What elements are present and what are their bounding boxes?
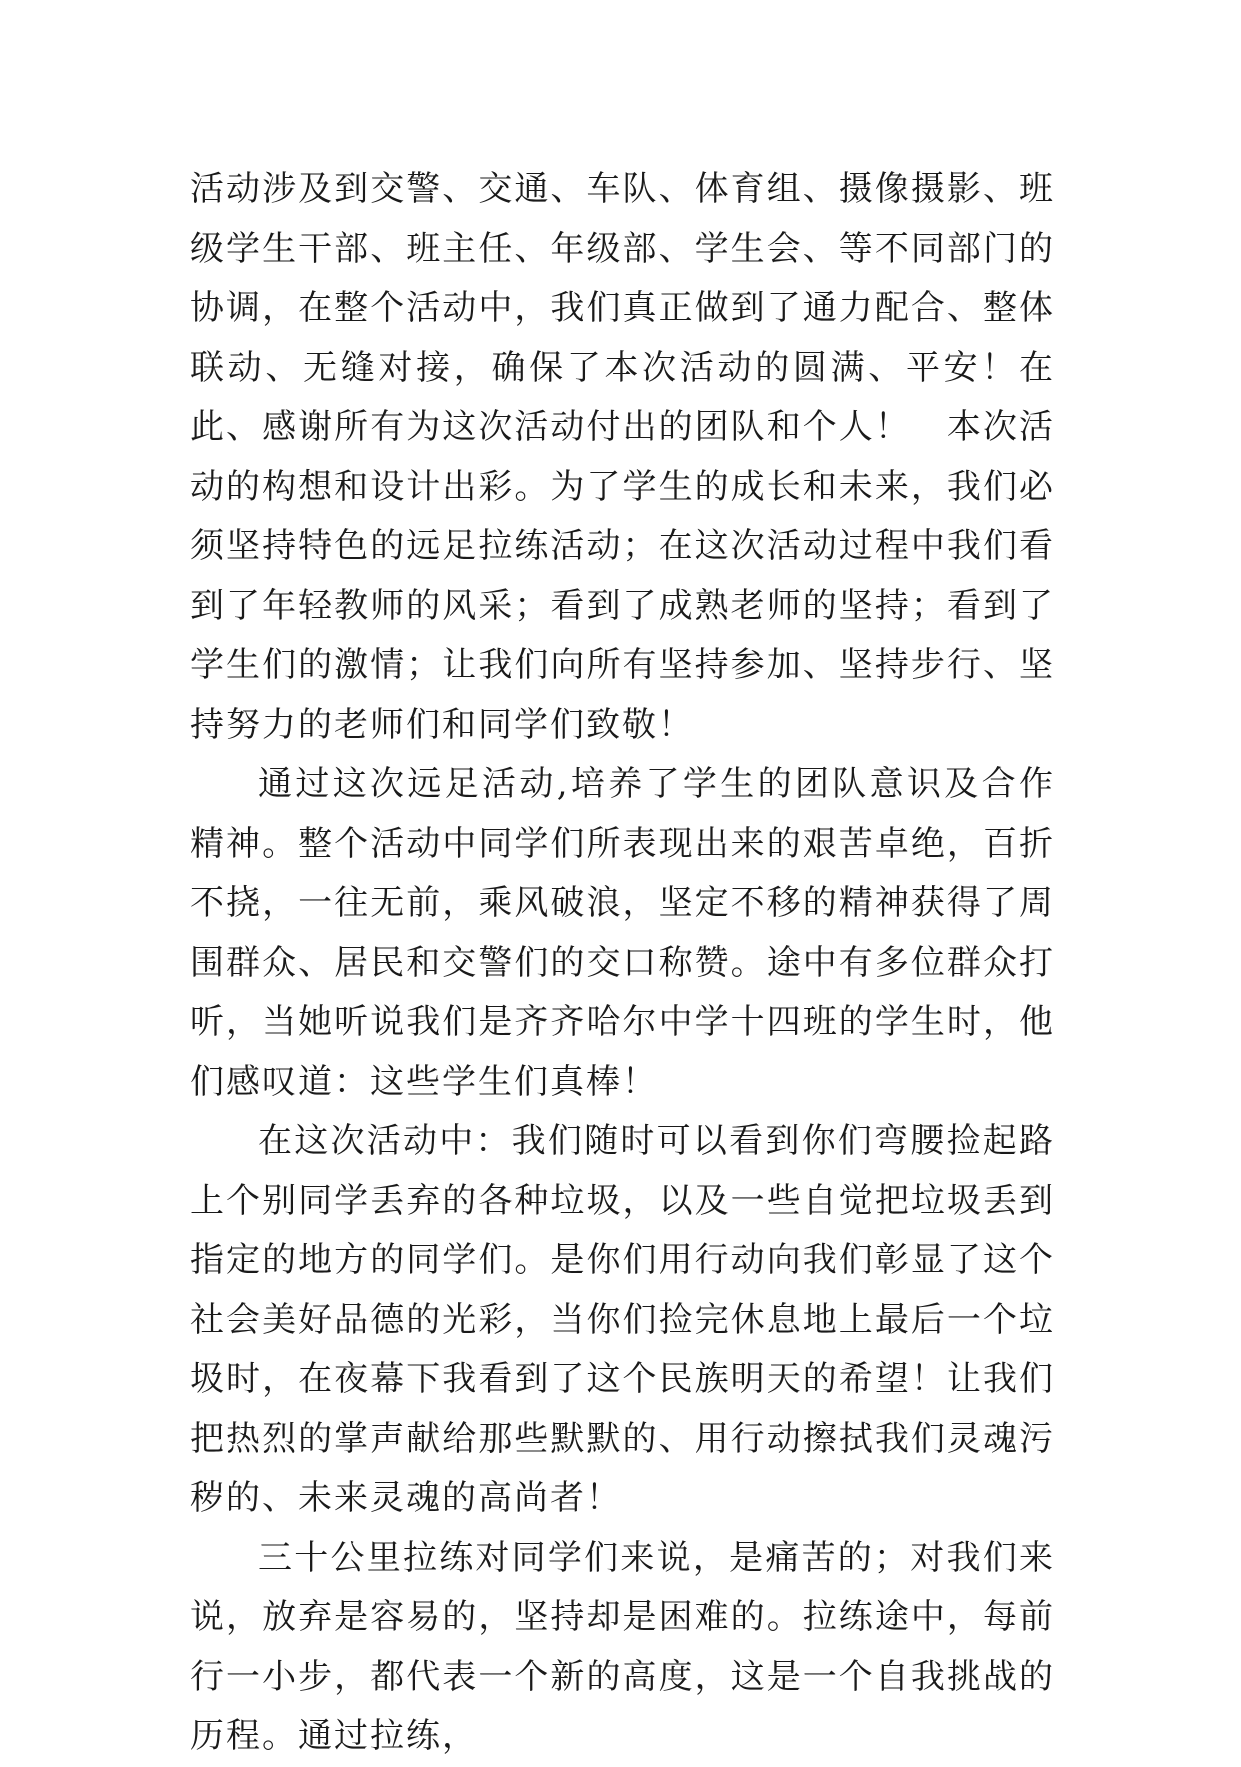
paragraph-3: 在这次活动中：我们随时可以看到你们弯腰捡起路上个别同学丢弃的各种垃圾，以及一些自觉把垃圾丢到指定的地方的同学们。是你们用行动向我们彰显了这个社会美好品德的光彩，当你们捡完休息地上最后一个垃圾时，在夜幕下我看到了这个民族明天的希望！让我们把热烈的掌声献给那些默默的、用行动擦拭我们灵魂污秽的、未来灵魂的高尚者！ bbox=[190, 1121, 1055, 1518]
document-body bbox=[190, 160, 1055, 1767]
paragraph-1: 活动涉及到交警、交通、车队、体育组、摄像摄影、班级学生干部、班主任、年级部、学生会、等不同部门的协调，在整个活动中，我们真正做到了通力配合、整体联动、无缝对接，确保了本次活动的圆满、平安！在此、感谢所有为这次活动付出的团队和个人！ 本次活动的构想和设计出彩。为了学生的成长和未来，我们必须坚持特色的远足拉练活动；在这次活动过程中我们看到了年轻教师的风采；看到了成熟老师的坚持；看到了学生们的激情；让我们向所有坚持参加、坚持步行、坚持努力的老师们和同学们致敬！ bbox=[190, 169, 1055, 745]
paragraph-4: 三十公里拉练对同学们来说，是痛苦的；对我们来说，放弃是容易的，坚持却是困难的。拉练途中，每前行一小步，都代表一个新的高度，这是一个自我挑战的历程。通过拉练， bbox=[190, 1537, 1055, 1756]
paragraph-2: 通过这次远足活动,培养了学生的团队意识及合作精神。整个活动中同学们所表现出来的艰苦卓绝，百折不挠，一往无前，乘风破浪，坚定不移的精神获得了周围群众、居民和交警们的交口称赞。途中有多位群众打听，当她听说我们是齐齐哈尔中学十四班的学生时，他们感叹道：这些学生们真棒！ bbox=[190, 764, 1055, 1102]
